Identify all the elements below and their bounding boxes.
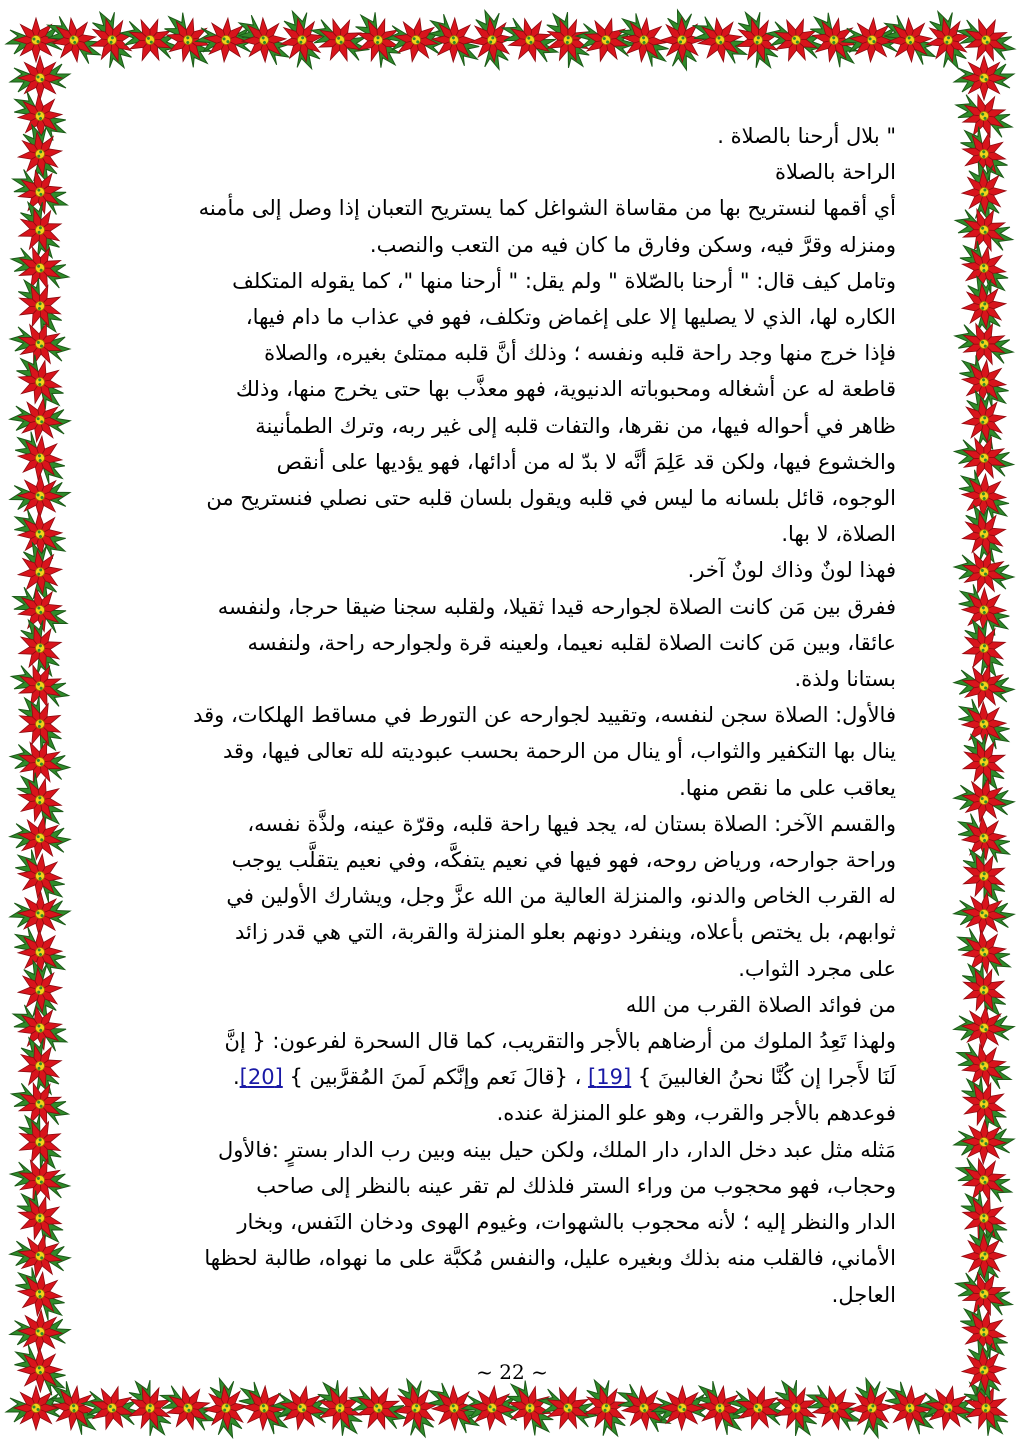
- poinsettia-icon: [268, 1381, 335, 1436]
- footnote-ref-19[interactable]: [19]: [588, 1065, 632, 1090]
- text-line: الدار والنظر إليه ؛ لأنه محجوب بالشهوات، وغيوم الهوى ودخان النَفس، وبخار: [237, 1210, 896, 1235]
- text-line: فإذا خرج منها وجد راحة قلبه ونفسه ؛ وذلك أنَّ قلبه ممتلئ بغيره، والصلاة: [264, 341, 896, 366]
- poinsettia-icon: [953, 1119, 1014, 1165]
- poinsettia-icon: [7, 811, 74, 865]
- quote-text-part-1: لَنَا لأَجرا إن كُنَّا نحنُ الغالبينَ }: [637, 1065, 896, 1090]
- poinsettia-icon: [5, 314, 75, 374]
- text-line: الراحة بالصلاة: [775, 160, 896, 185]
- poinsettia-icon: [6, 1229, 73, 1284]
- quote-text-part-2: ، {قالَ نَعم وإنَّكم لَمنَ المُقرَّبين }: [289, 1065, 582, 1090]
- poinsettia-icon: [952, 1003, 1016, 1052]
- text-line: أي أقمها لنستريح بها من مقاساة الشواغل كما يستريح التعبان إذا وصل إلى مأمنه: [198, 196, 896, 221]
- text-line: ثوابهم، بل يختص بأعلاه، وينفرد دونهم بعلو المنزلة والقربة، التي هي قدر زائد: [235, 920, 896, 945]
- text-line: قاطعة له عن أشغاله ومحبوباته الدنيوية، فهو معذَّب بها حتى يخرج منها، وذلك: [235, 377, 896, 402]
- text-line: على مجرد الثواب.: [738, 956, 896, 981]
- quran-quote-line: [128, 1059, 896, 1095]
- text-line: ولهذا تَعِدُ الملوك من أرضاهم بالأجر والتقريب، كما قال السحرة لفرعون: { إنَّ: [224, 1029, 896, 1054]
- footnote-ref-20[interactable]: [20]: [239, 1065, 283, 1090]
- poinsettia-icon: [8, 1106, 71, 1178]
- poinsettia-icon: [9, 891, 70, 937]
- text-line: وراحة جوارحه، ورياض روحه، فهو فيها في نعيم يتفكَّه، وفي نعيم يتقلَّب يوجب: [231, 848, 896, 873]
- paragraph-block-2: [128, 1095, 896, 1312]
- poinsettia-icon: [5, 732, 76, 792]
- text-line: الصلاة، لا بها.: [781, 522, 896, 547]
- text-line: والخشوع فيها، ولكن قد عَلِمَ أنَّه لا بدّ له من أدائها، فهو يؤديها على أنقص: [276, 449, 896, 474]
- text-line: ينال بها التكفير والثواب، أو ينال من الرحمة بحسب عبوديته لله تعالى فيها، وقد: [222, 739, 896, 764]
- text-line: بستانا ولذة.: [794, 667, 896, 692]
- text-line: من فوائد الصلاة القرب من الله: [625, 992, 896, 1017]
- page-number: ~ 22 ~: [476, 1360, 548, 1384]
- poinsettia-icon: [10, 56, 70, 100]
- poinsettia-icon: [201, 1376, 250, 1440]
- document-body: [128, 118, 896, 1318]
- text-line: العاجل.: [831, 1282, 896, 1307]
- text-line: فالأول: الصلاة سجن لنفسه، وتقييد لجوارحه عن التورط في مساقط الهلكات، وقد: [193, 703, 896, 728]
- text-line: ومنزله وقرَّ فيه، وسكن وفارق ما كان فيه من التعب والنصب.: [369, 232, 896, 257]
- quote-end: .: [232, 1065, 240, 1090]
- text-line: والقسم الآخر: الصلاة بستان له، يجد فيها راحة قلبه، وقرّة عينه، ولذَّة نفسه،: [247, 811, 896, 836]
- text-line: الأماني، فالقلب منه بذلك وبغيره عليل، والنفس مُكبَّة على ما نهواه، طالبة لحظها: [204, 1246, 896, 1271]
- text-line: الوجوه، قائل بلسانه ما ليس في قلبه ويقول بلسان قلبه حتى نصلي فنستريح من: [206, 486, 896, 511]
- text-line: فوعدهم بالأجر والقرب، وهو علو المنزلة عنده.: [496, 1101, 896, 1126]
- paragraph-block: [128, 118, 896, 1059]
- poinsettia-icon: [954, 56, 1014, 100]
- text-line: ظاهر في أحواله فيها، من نقرها، والتفات قلبه إلى غير ربه، وترك الطمأنينة: [255, 413, 896, 438]
- text-line: فهذا لونٌ وذاك لونٌ آخر.: [687, 558, 896, 583]
- poinsettia-icon: [8, 688, 72, 760]
- text-line: له القرب الخاص والدنو، والمنزلة العالية من الله عزَّ وجل، ويشارك الأولين في: [226, 884, 896, 909]
- text-line: يعاقب على ما نقص منها.: [679, 775, 896, 800]
- poinsettia-icon: [848, 1377, 896, 1440]
- text-line: عائقا، وبين مَن كانت الصلاة لقلبه نعيما، ولعينه قرة ولجوارحه راحة، ولنفسه: [247, 630, 896, 655]
- poinsettia-icon: [8, 270, 73, 343]
- poinsettia-icon: [6, 18, 66, 62]
- text-line: " بلال أرحنا بالصلاة .: [717, 124, 896, 148]
- poinsettia-icon: [10, 473, 71, 518]
- poinsettia-icon: [7, 394, 73, 447]
- text-line: الكاره لها، الذي لا يصليها إلا على إغماض وتكلف، فهو في عذاب ما دام فيها،: [245, 305, 896, 330]
- text-line: ففرق بين مَن كانت الصلاة لجوارحه قيدا ثقيلا، ولقلبه سجنا ضيقا حرجا، ولنفسه: [217, 594, 896, 619]
- text-line: وتامل كيف قال: " أرحنا بالصّلاة " ولم يقل: " أرحنا منها "، كما يقوله المتكلف: [232, 268, 896, 293]
- text-line: مَثله مثل عبد دخل الدار، دار الملك، ولكن حيل بينه وبين رب الدار بسترٍ :فالأول: [218, 1137, 896, 1162]
- text-line: وحجاب، فهو محجوب من وراء الستر فلذلك لم تقر عينه بالنظر إلى صاحب: [256, 1173, 896, 1198]
